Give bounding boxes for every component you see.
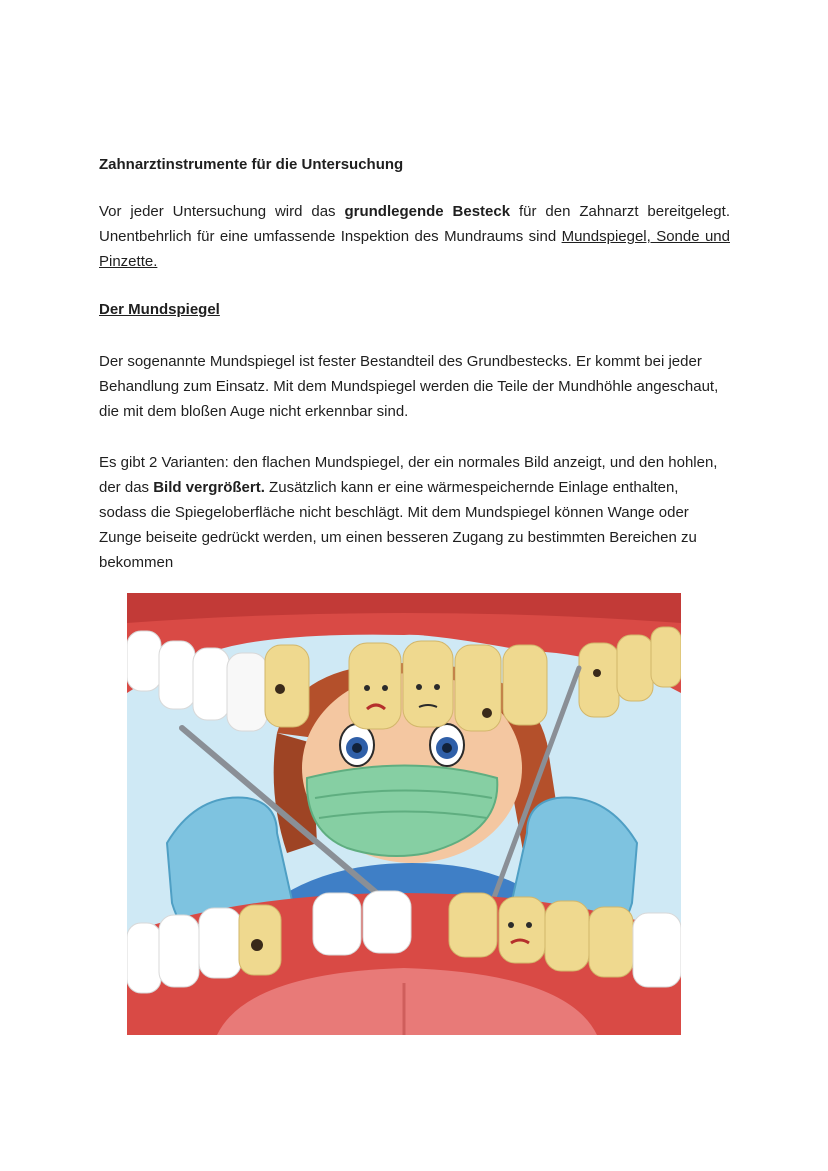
section-title-mundspiegel: Der Mundspiegel — [99, 301, 220, 318]
intro-paragraph — [99, 199, 730, 274]
intro-underlined-instruments: Mundspiegel, Sonde und Pinzette. — [99, 228, 730, 270]
para3-bold-term: Bild vergrößert. — [153, 479, 265, 496]
para3-text-2: Zusätzlich kann er eine wärmespeichernde Einlage enthalten, sodass die Spiegeloberfläche nicht beschlägt. Mit dem Mundspiegel können Wange oder Zunge beiseite gedrückt werden, um einen besseren Zugang zu bestimmten Bereichen zu bekommen — [99, 479, 697, 571]
intro-text-2: für den Zahnarzt bereitgelegt. Unentbehrlich für eine umfassende Inspektion des Mundraums sind — [99, 203, 730, 245]
para3-text-1: Es gibt 2 Varianten: den flachen Mundspiegel, der ein normales Bild anzeigt, und den hohlen, der das — [99, 454, 718, 496]
intro-bold-term: grundlegende Besteck — [344, 203, 511, 220]
mundspiegel-paragraph-2 — [99, 450, 719, 575]
mundspiegel-paragraph-1: Der sogenannte Mundspiegel ist fester Bestandteil des Grundbestecks. Er kommt bei jeder Behandlung zum Einsatz. Mit dem Mundspiegel werden die Teile der Mundhöhle angeschaut, die mit dem bloßen Auge nicht erkennbar sind. — [99, 353, 719, 420]
document-title: Zahnarztinstrumente für die Untersuchung — [99, 156, 404, 173]
intro-text-1: Vor jeder Untersuchung wird das — [99, 203, 345, 220]
dentist-mouth-illustration — [127, 593, 681, 1035]
